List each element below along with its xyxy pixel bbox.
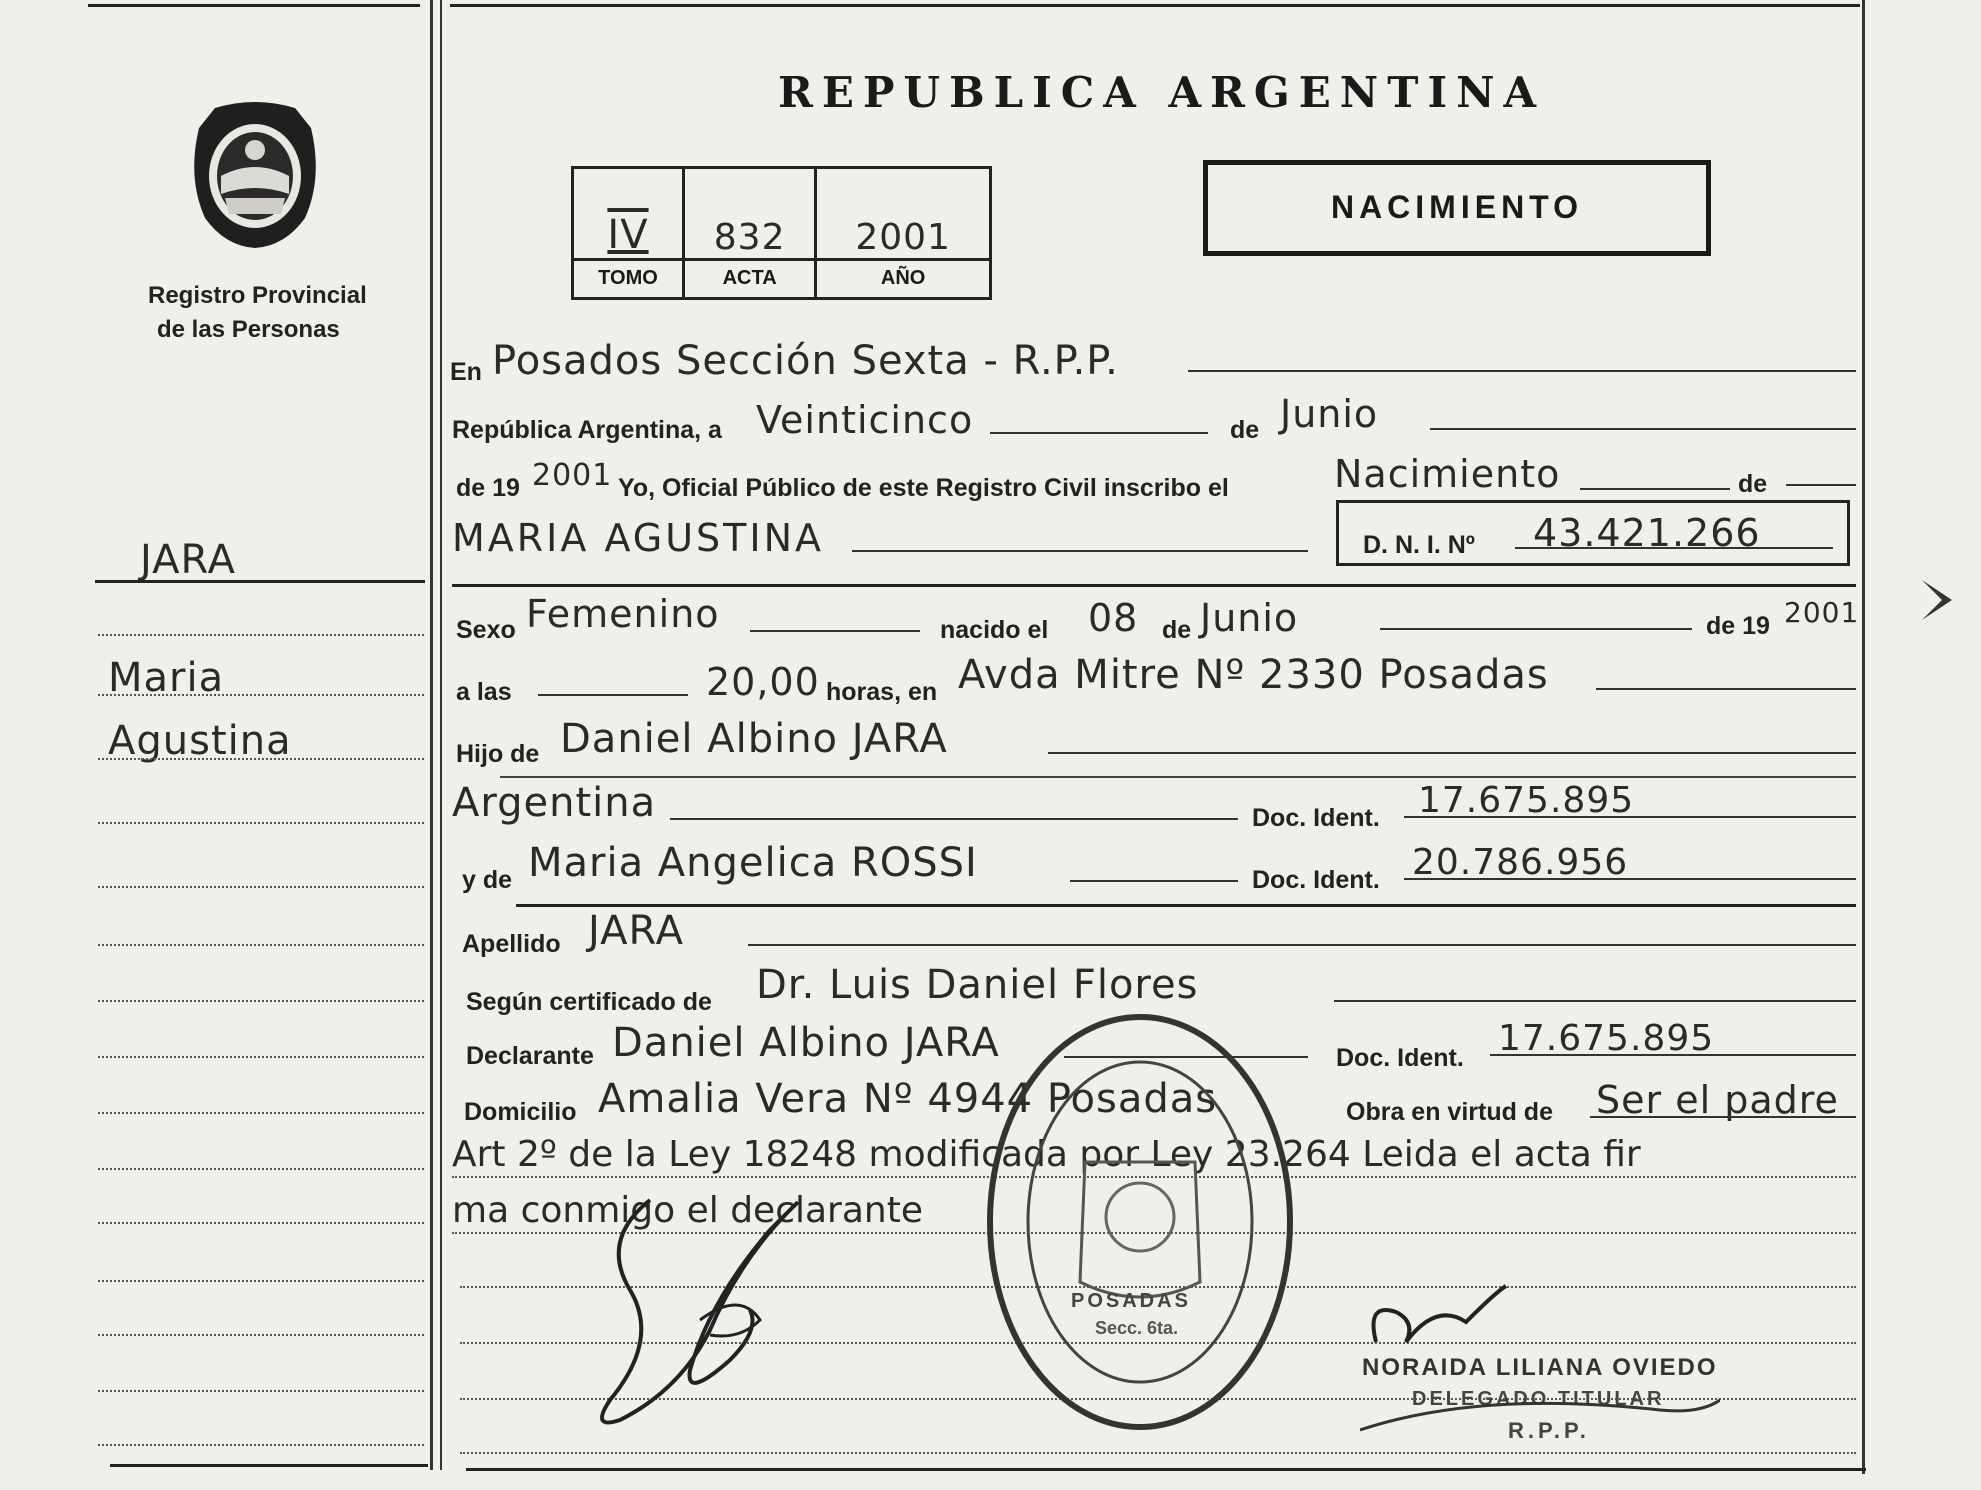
margin-given1: Maria: [108, 655, 225, 701]
birth-year-suffix-value: 2001: [1784, 596, 1860, 629]
capacity-line: [1590, 1116, 1856, 1118]
label-de-birth-month: de: [1162, 616, 1192, 644]
label-doc-ident-declarant: Doc. Ident.: [1336, 1044, 1464, 1072]
doc-type-box: [1203, 160, 1711, 256]
label-de-act: de: [1738, 470, 1768, 498]
declarant-doc-value: 17.675.895: [1498, 1018, 1715, 1059]
child-name-line: [852, 550, 1308, 552]
nationality-line: [670, 818, 1238, 820]
right-edge-mark: [1912, 570, 1972, 630]
act-type-value: Nacimiento: [1334, 452, 1561, 496]
label-nacido-el: nacido el: [940, 616, 1049, 644]
label-republica: República Argentina, a: [452, 416, 722, 444]
bottom-main-rule: [466, 1468, 1866, 1471]
declarant-value: Daniel Albino JARA: [612, 1020, 1000, 1066]
note-line2: ma conmigo el declarante: [452, 1190, 923, 1231]
declarant-doc-line: [1490, 1054, 1856, 1056]
month-line: [1430, 428, 1856, 430]
left-column-divider-inner: [440, 0, 442, 1470]
label-doc-ident-mother: Doc. Ident.: [1252, 866, 1380, 894]
father-line: [1048, 752, 1856, 754]
father-underline: [500, 776, 1856, 778]
official-office: R.P.P.: [1508, 1418, 1590, 1443]
section-divider: [452, 584, 1856, 587]
year-suffix-value: 2001: [532, 458, 613, 493]
agency-line2: de las Personas: [157, 316, 340, 343]
time-line: [538, 694, 688, 696]
label-de-19-birth: de 19: [1706, 612, 1770, 640]
place-value: Posados Sección Sexta - R.P.P.: [492, 338, 1119, 384]
certificate-value: Dr. Luis Daniel Flores: [756, 962, 1199, 1008]
sex-line: [750, 630, 920, 632]
left-column-divider: [430, 0, 433, 1470]
label-obra: Obra en virtud de: [1346, 1098, 1553, 1126]
label-de-month: de: [1230, 416, 1260, 444]
month-value: Junio: [1280, 392, 1379, 436]
mother-line: [1070, 880, 1238, 882]
label-de-19: de 19: [456, 474, 520, 502]
day-words-line: [990, 432, 1208, 434]
label-y-de: y de: [462, 866, 513, 894]
tomo-value: IV: [573, 168, 684, 260]
mother-underline: [516, 904, 1856, 907]
official-title: DELEGADO TITULAR: [1412, 1388, 1665, 1410]
label-segun: Según certificado de: [466, 988, 712, 1016]
father-doc-value: 17.675.895: [1418, 780, 1635, 821]
dni-box: [1336, 500, 1850, 566]
margin-given2: Agustina: [108, 718, 292, 764]
birth-month-line: [1380, 628, 1692, 630]
dni-line: [1515, 547, 1833, 549]
father-value: Daniel Albino JARA: [560, 716, 948, 762]
certificate-line: [1334, 1000, 1856, 1002]
label-hijo-de: Hijo de: [456, 740, 540, 768]
official-stamp: [985, 1012, 1295, 1432]
label-a-las: a las: [456, 678, 512, 706]
sex-value: Femenino: [526, 592, 720, 636]
mother-value: Maria Angelica ROSSI: [528, 840, 978, 886]
ano-label: AÑO: [816, 259, 991, 298]
act-type-line: [1580, 488, 1730, 490]
mother-doc-line: [1404, 878, 1856, 880]
agency-line1: Registro Provincial: [148, 282, 367, 309]
margin-surname-line: [95, 580, 425, 583]
registry-box: [571, 166, 992, 300]
time-value: 20,00: [706, 660, 820, 704]
note-line1: Art 2º de la Ley 18248 modificada por Ley 23.264 Leida el acta fir: [452, 1134, 1641, 1175]
declarant-signature: [590, 1170, 820, 1440]
seal-emblem-icon: [185, 98, 325, 250]
right-border: [1862, 0, 1865, 1474]
birth-address-line: [1596, 688, 1856, 690]
label-apellido: Apellido: [462, 930, 561, 958]
ano-value: 2001: [816, 168, 991, 260]
father-nationality-value: Argentina: [452, 780, 657, 826]
label-sexo: Sexo: [456, 616, 516, 644]
father-doc-line: [1404, 816, 1856, 818]
label-yo-oficial: Yo, Oficial Público de este Registro Civil inscribo el: [618, 474, 1229, 502]
margin-surname: JARA: [140, 537, 236, 583]
official-signature: [1356, 1282, 1576, 1362]
acta-value: 832: [683, 168, 815, 260]
day-words-value: Veinticinco: [756, 398, 974, 442]
mother-doc-value: 20.786.956: [1412, 842, 1629, 883]
label-doc-ident-father: Doc. Ident.: [1252, 804, 1380, 832]
label-dni: D. N. I. Nº: [1363, 531, 1475, 559]
doc-type-title: NACIMIENTO: [1330, 189, 1584, 225]
birth-day-value: 08: [1088, 596, 1139, 640]
child-name-value: MARIA AGUSTINA: [452, 516, 825, 560]
label-en: En: [450, 358, 482, 386]
act-tail-line: [1786, 484, 1856, 486]
stamp-section: Secc. 6ta.: [1095, 1318, 1179, 1338]
surname-line: [748, 944, 1856, 946]
place-line: [1188, 370, 1856, 372]
bottom-left-rule: [110, 1464, 428, 1467]
label-horas-en: horas, en: [826, 678, 938, 706]
acta-label: ACTA: [683, 259, 815, 298]
country-title: REPUBLICA ARGENTINA: [778, 68, 1546, 117]
domicile-value: Amalia Vera Nº 4944 Posadas: [598, 1076, 1218, 1122]
birth-month-value: Junio: [1200, 596, 1299, 640]
birth-address-value: Avda Mitre Nº 2330 Posadas: [958, 652, 1549, 698]
dni-value: 43.421.266: [1533, 511, 1761, 555]
label-domicilio: Domicilio: [464, 1098, 577, 1126]
official-name: NORAIDA LILIANA OVIEDO: [1362, 1354, 1718, 1381]
top-left-rule: [88, 4, 420, 7]
capacity-value: Ser el padre: [1596, 1078, 1839, 1122]
provincial-seal: [185, 98, 325, 250]
tomo-label: TOMO: [573, 259, 684, 298]
label-declarante: Declarante: [466, 1042, 594, 1070]
official-flourish: [1360, 1370, 1720, 1440]
top-main-rule: [450, 4, 1860, 7]
surname-value: JARA: [588, 908, 684, 954]
stamp-city: POSADAS: [1071, 1290, 1191, 1312]
